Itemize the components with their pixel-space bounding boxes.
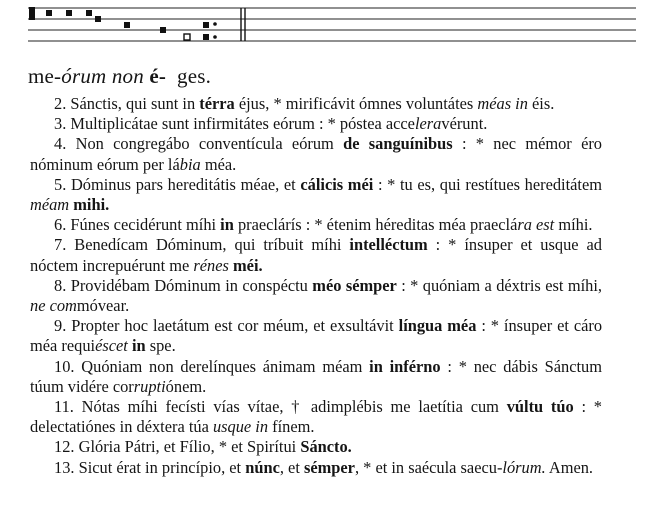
chant-lyric [28,64,211,89]
neume-5 [124,22,130,28]
verse-number: 3. [54,114,67,134]
verse [30,215,602,235]
verse-number: 9. [54,316,67,336]
chant-staff [0,0,664,60]
verse-text: lórum. [502,457,546,477]
lyric-syllable: ges. [177,64,212,88]
verse-text: Sáncto. [300,437,352,457]
neume-9 [203,34,209,40]
verse-text: éjus, * mirificávit ómnes voluntátes [234,94,478,113]
verse-number: 10. [54,356,75,376]
mora-dot-1 [213,22,217,26]
verse-number: 7. [54,235,67,255]
verse [30,316,602,356]
verse-text: praeclárís : * étenim héreditas méa praeclá [233,215,518,235]
verse-text: : * delectatiónes in déxtera túa [30,397,602,437]
neume-3 [86,10,92,16]
verse [30,357,602,397]
mora-dot-2 [213,35,217,39]
verse-text: de sanguínibus [343,134,453,154]
verse-number: 13. [54,457,75,477]
verse [30,276,602,316]
verse-number: 2. [54,94,67,113]
verse [30,458,602,478]
verse-text: éis. [527,94,555,113]
verse-text: Propter hoc laetátum est cor méum, et exsultávit [71,316,399,336]
verse [30,94,602,114]
verse-number: 6. [54,215,67,235]
verse-text: in [220,215,234,235]
verse-text: Quóniam non derelínques ánimam méam [81,356,370,376]
verse-text: Fúnes cecidérunt míhi [70,215,221,235]
verse-number: 8. [54,275,67,295]
verse-text: Sicut érat in princípio, et [78,457,246,477]
verse-text: ónem. [165,376,207,396]
verse-number: 12. [54,437,75,457]
verse-text: rénes [193,255,229,275]
verse-text: ra est [517,215,555,235]
verse-text: lera [414,114,442,134]
verse-text: Glória Pátri, et Fílio, * et Spirítui [78,437,301,457]
verse-text: in [131,336,146,356]
verse-text: Providébam Dóminum in conspéctu [70,275,313,295]
verse-text: mihi. [73,195,110,215]
verse-text: : * quóniam a déxtris est míhi, [396,275,602,295]
verse-text: , * et in saécula saecu- [354,457,503,477]
verse [30,175,602,215]
neume-4 [95,16,101,22]
verse-text: méas in [477,94,528,113]
neumes [29,7,217,40]
verse-number: 5. [54,174,67,194]
verse-text: éscet [95,336,128,356]
verse-text: usque in [212,417,269,437]
verse-number: 4. [54,134,67,154]
verse-text: sémper [303,457,355,477]
neume-8 [203,22,209,28]
verse-text: : * ínsuper et usque ad nóctem increpuérunt me [30,235,602,275]
verse-text: , et [279,457,304,477]
verse-text: Multiplicátae sunt infirmitátes eórum : * póstea acce [70,114,415,134]
verse-text: méo sémper [312,275,397,295]
verse-text: fínem. [268,417,315,437]
verse-text: cálicis méi [300,174,374,194]
verse-text: spe. [145,336,176,356]
verse [30,235,602,275]
verse-text: bia [179,154,201,174]
neume-6 [160,27,166,33]
verse-text: méi. [233,255,263,275]
neume-7 [184,34,190,40]
verse-text: Amen. [545,457,594,477]
verse [30,134,602,174]
verse-text: língua méa [398,316,477,336]
lyric-syllable: non [111,64,144,88]
verse-text: : * ínsuper et cáro méa requi [30,316,603,356]
verse-text: : * nec dábis Sánctum túum vidére cor [30,356,602,396]
lyric-syllable: órum [61,64,107,88]
verse-text: Nótas míhi fecísti vías vítae, † adimplébis me laetítia cum [81,397,507,417]
neume-2 [66,10,72,16]
verse-number: 11. [54,397,74,417]
neume-1 [46,10,52,16]
verse-text: Non congregábo conventícula eórum [75,134,344,154]
verse-text: vérunt. [441,114,488,134]
verse-text: Dóminus pars hereditátis méae, et [70,174,301,194]
verse [30,114,602,134]
verse-text: : * tu es, qui restítues hereditátem [373,174,602,194]
verse-text: intelléctum [349,235,428,255]
verse-text: in inférno [369,356,441,376]
verse-text: míhi. [554,215,593,235]
verse-text: Sánctis, qui sunt in [70,94,200,113]
verse-text: térra [199,94,235,113]
verse [30,397,602,437]
neume-clef [29,7,35,20]
verse-text: vúltu túo [506,397,574,417]
verse-text: méam [30,195,70,215]
verse [30,437,602,457]
verse-text: móvear. [76,296,130,316]
lyric-syllable: é- [149,64,167,88]
verse-text: : * nec mémor éro nóminum eórum per lá [30,134,602,174]
psalm-verses [30,94,602,478]
lyric-syllable: me- [28,64,62,88]
verse-text: rupti [133,376,166,396]
verse-text: méa. [200,154,237,174]
verse-text: Benedícam Dóminum, qui tríbuit míhi [74,235,350,255]
verse-text: núnc [245,457,280,477]
verse-text: ne com [30,296,77,316]
